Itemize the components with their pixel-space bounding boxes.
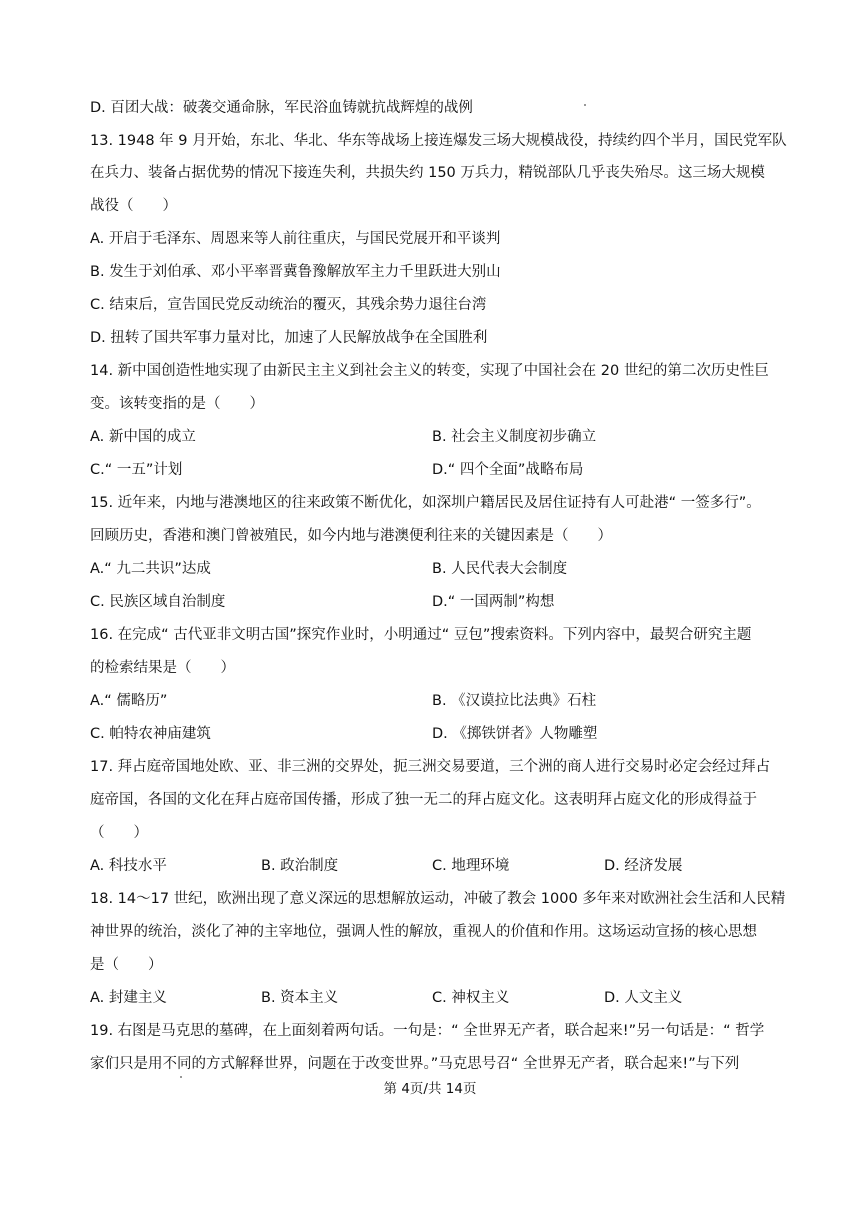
q18-stem-line-3: 是（ ） xyxy=(90,957,163,973)
q18-stem-line-1: 18. 14～17 世纪，欧洲出现了意义深远的思想解放运动，冲破了教会 1000 多年来对欧洲社会生活和人民精 xyxy=(90,891,786,907)
q13-option-c: C. 结束后，宣告国民党反动统治的覆灭，其残余势力退往台湾 xyxy=(90,297,487,313)
q18-option-d: D. 人文主义 xyxy=(604,990,683,1006)
speck-mark xyxy=(584,104,586,106)
q14-option-d: D.“ 四个全面”战略布局 xyxy=(432,462,584,478)
q15-option-c: C. 民族区域自治制度 xyxy=(90,594,226,610)
q14-option-a: A. 新中国的成立 xyxy=(90,429,196,445)
q17-option-c: C. 地理环境 xyxy=(432,858,510,874)
q17-stem-line-1: 17. 拜占庭帝国地处欧、亚、非三洲的交界处，扼三洲交易要道，三个洲的商人进行交易时必定会经过拜占 xyxy=(90,759,771,775)
q15-option-d: D.“ 一国两制”构想 xyxy=(432,594,555,610)
q15-stem-line-1: 15. 近年来，内地与港澳地区的往来政策不断优化，如深圳户籍居民及居住证持有人可赴港“ 一签多行”。 xyxy=(90,495,761,511)
q18-option-a: A. 封建主义 xyxy=(90,990,167,1006)
q18-option-b: B. 资本主义 xyxy=(261,990,339,1006)
q13-stem-line-1: 13. 1948 年 9 月开始，东北、华北、华东等战场上接连爆发三场大规模战役，持续约四个半月，国民党军队 xyxy=(90,133,787,149)
q16-stem-line-1: 16. 在完成“ 古代亚非文明古国”探究作业时，小明通过“ 豆包”搜索资料。下列内容中，最契合研究主题 xyxy=(90,627,752,643)
q16-option-b: B. 《汉谟拉比法典》石柱 xyxy=(432,693,597,709)
q12-option-d: D. 百团大战：破袭交通命脉，军民浴血铸就抗战辉煌的战例 xyxy=(90,100,473,116)
q16-stem-line-2: 的检索结果是（ ） xyxy=(90,660,235,676)
q16-option-a: A.“ 儒略历” xyxy=(90,693,168,709)
q14-stem-line-2: 变。该转变指的是（ ） xyxy=(90,396,264,412)
q14-option-c: C.“ 一五”计划 xyxy=(90,462,183,478)
q17-option-d: D. 经济发展 xyxy=(604,858,683,874)
q13-option-b: B. 发生于刘伯承、邓小平率晋冀鲁豫解放军主力千里跃进大别山 xyxy=(90,264,501,280)
q17-stem-line-2: 庭帝国，各国的文化在拜占庭帝国传播，形成了独一无二的拜占庭文化。这表明拜占庭文化的形成得益于 xyxy=(90,792,757,808)
q19-stem-line-2: 家们只是用不同的方式解释世界，问题在于改变世界。”马克思号召“ 全世界无产者，联合起来!”与下列 xyxy=(90,1056,740,1072)
speck-mark xyxy=(180,1076,182,1078)
q15-option-b: B. 人民代表大会制度 xyxy=(432,561,568,577)
q19-stem-line-1: 19. 右图是马克思的墓碑，在上面刻着两句话。一句是：“ 全世界无产者，联合起来!”另一句话是：“ 哲学 xyxy=(90,1023,765,1039)
q13-option-d: D. 扭转了国共军事力量对比，加速了人民解放战争在全国胜利 xyxy=(90,330,488,346)
page-indicator: 第 4页/共 14页 xyxy=(383,1081,477,1097)
q14-option-b: B. 社会主义制度初步确立 xyxy=(432,429,597,445)
q16-option-d: D. 《掷铁饼者》人物雕塑 xyxy=(432,726,598,742)
q18-stem-line-2: 神世界的统治，淡化了神的主宰地位，强调人性的解放，重视人的价值和作用。这场运动宣扬的核心思想 xyxy=(90,924,757,940)
q15-stem-line-2: 回顾历史，香港和澳门曾被殖民，如今内地与港澳便利往来的关键因素是（ ） xyxy=(90,528,612,544)
q18-option-c: C. 神权主义 xyxy=(432,990,510,1006)
q13-stem-line-2: 在兵力、装备占据优势的情况下接连失利，共损失约 150 万兵力，精锐部队几乎丧失殆尽。这三场大规模 xyxy=(90,165,765,181)
q15-option-a: A.“ 九二共识”达成 xyxy=(90,561,211,577)
q13-stem-line-3: 战役（ ） xyxy=(90,198,177,214)
q17-option-b: B. 政治制度 xyxy=(261,858,339,874)
q17-stem-line-3: （ ） xyxy=(90,825,148,841)
q14-stem-line-1: 14. 新中国创造性地实现了由新民主主义到社会主义的转变，实现了中国社会在 20 世纪的第二次历史性巨 xyxy=(90,363,769,379)
q17-option-a: A. 科技水平 xyxy=(90,858,167,874)
q13-option-a: A. 开启于毛泽东、周恩来等人前往重庆，与国民党展开和平谈判 xyxy=(90,231,501,247)
q16-option-c: C. 帕特农神庙建筑 xyxy=(90,726,211,742)
